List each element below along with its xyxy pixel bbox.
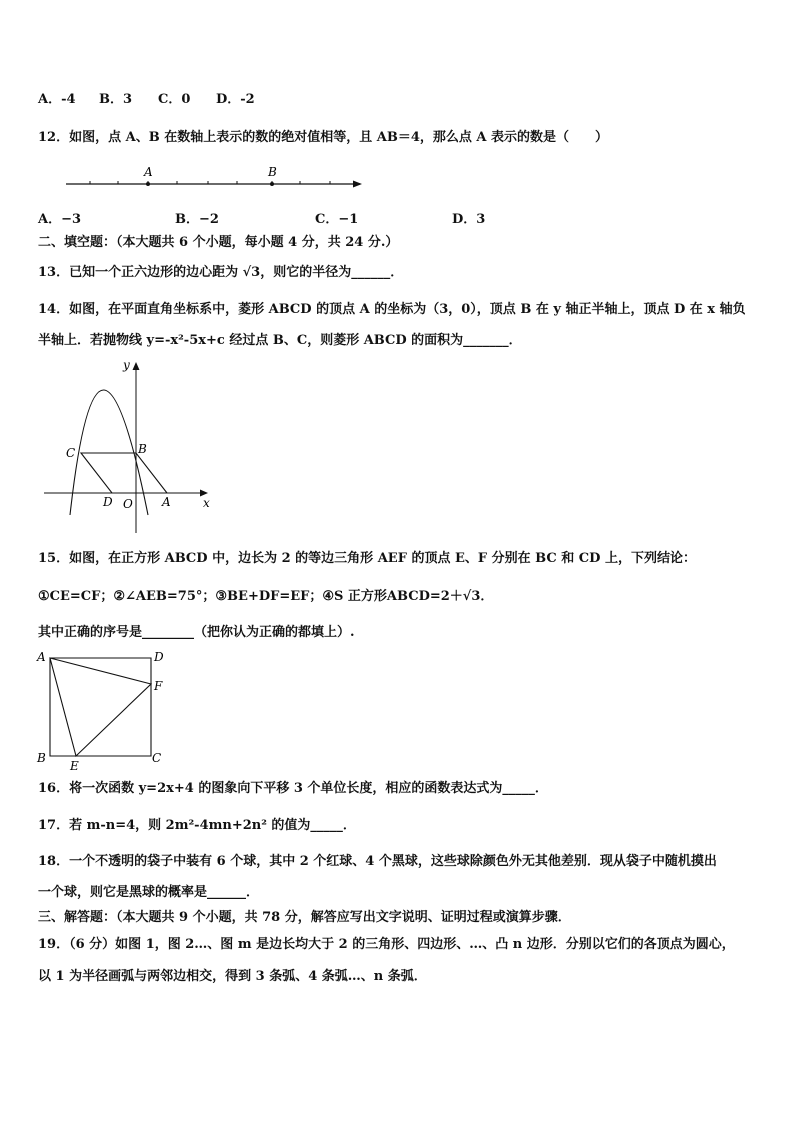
svg-text:E: E bbox=[70, 759, 79, 773]
point-a-label: A bbox=[144, 165, 153, 179]
point-b-label: B bbox=[268, 165, 277, 179]
q18-line-1: 18．一个不透明的袋子中装有 6 个球，其中 2 个红球、4 个黑球，这些球除颜色外无其他差别．现从袋子中随机摸出 bbox=[38, 854, 717, 869]
q14-line-1: 14．如图，在平面直角坐标系中，菱形 ABCD 的顶点 A 的坐标为（3，0），顶点 B 在 y 轴正半轴上，顶点 D 在 x 轴负 bbox=[38, 302, 746, 317]
q12-text: 12．如图，点 A、B 在数轴上表示的数的绝对值相等，且 AB＝4，那么点 A 表示的数是（ ） bbox=[38, 130, 609, 145]
rhombus-abcd bbox=[81, 453, 167, 493]
q16-text: 16．将一次函数 y=2x+4 的图象向下平移 3 个单位长度，相应的函数表达式为_____． bbox=[38, 781, 548, 796]
q12-option-c: C．−1 bbox=[315, 212, 359, 227]
square-abcd bbox=[50, 658, 151, 756]
q17-text: 17．若 m-n=4，则 2m²-4mn+2n² 的值为_____． bbox=[38, 818, 356, 833]
q11-option-c: C．0 bbox=[158, 92, 191, 107]
q12-option-d: D．3 bbox=[452, 212, 486, 227]
q11-option-a: A．-4 bbox=[38, 92, 76, 107]
point-a-dot bbox=[146, 182, 150, 186]
triangle-aef bbox=[50, 658, 151, 756]
svg-text:D: D bbox=[154, 650, 164, 664]
q11-option-d: D．-2 bbox=[216, 92, 255, 107]
svg-text:A: A bbox=[37, 650, 46, 664]
q15-line-1: 15．如图，在正方形 ABCD 中，边长为 2 的等边三角形 AEF 的顶点 E、F 分别在 BC 和 CD 上，下列结论： bbox=[38, 551, 696, 566]
section-2-heading: 二、填空题：（本大题共 6 个小题，每小题 4 分，共 24 分.） bbox=[38, 235, 399, 250]
q14-line-2: 半轴上．若抛物线 y=-x²-5x+c 经过点 B、C，则菱形 ABCD 的面积为_______． bbox=[38, 333, 522, 348]
q12-option-a: A．−3 bbox=[38, 212, 82, 227]
q15-line-3: 其中正确的序号是________（把你认为正确的都填上）. bbox=[38, 625, 355, 640]
svg-text:C: C bbox=[152, 751, 162, 765]
q14-figure bbox=[40, 355, 220, 535]
svg-text:y: y bbox=[123, 358, 130, 372]
svg-text:F: F bbox=[154, 679, 163, 693]
q18-line-2: 一个球，则它是黑球的概率是______． bbox=[38, 885, 260, 900]
q12-number-line bbox=[60, 162, 370, 194]
q19-line-2: 以 1 为半径画弧与两邻边相交，得到 3 条弧、4 条弧…、n 条弧． bbox=[38, 969, 427, 984]
q19-line-1: 19．（6 分）如图 1，图 2…、图 m 是边长均大于 2 的三角形、四边形、…、凸 n 边形．分别以它们的各顶点为圆心， bbox=[38, 937, 735, 952]
q12-option-b: B．−2 bbox=[175, 212, 219, 227]
svg-text:D: D bbox=[103, 495, 113, 509]
svg-text:O: O bbox=[123, 497, 133, 511]
svg-text:B: B bbox=[37, 751, 46, 765]
svg-text:x: x bbox=[203, 496, 210, 510]
svg-text:A: A bbox=[162, 495, 171, 509]
q15-line-2: ①CE=CF；②∠AEB=75°；③BE+DF=EF；④S 正方形ABCD=2＋√3． bbox=[38, 589, 494, 604]
q15-figure bbox=[34, 648, 174, 774]
svg-text:B: B bbox=[138, 442, 147, 456]
svg-text:C: C bbox=[66, 446, 76, 460]
q11-option-b: B．3 bbox=[99, 92, 133, 107]
point-b-dot bbox=[270, 182, 274, 186]
section-3-heading: 三、解答题：（本大题共 9 个小题，共 78 分，解答应写出文字说明、证明过程或演算步骤． bbox=[38, 910, 571, 925]
q13-text: 13．已知一个正六边形的边心距为 √3，则它的半径为______． bbox=[38, 265, 404, 280]
